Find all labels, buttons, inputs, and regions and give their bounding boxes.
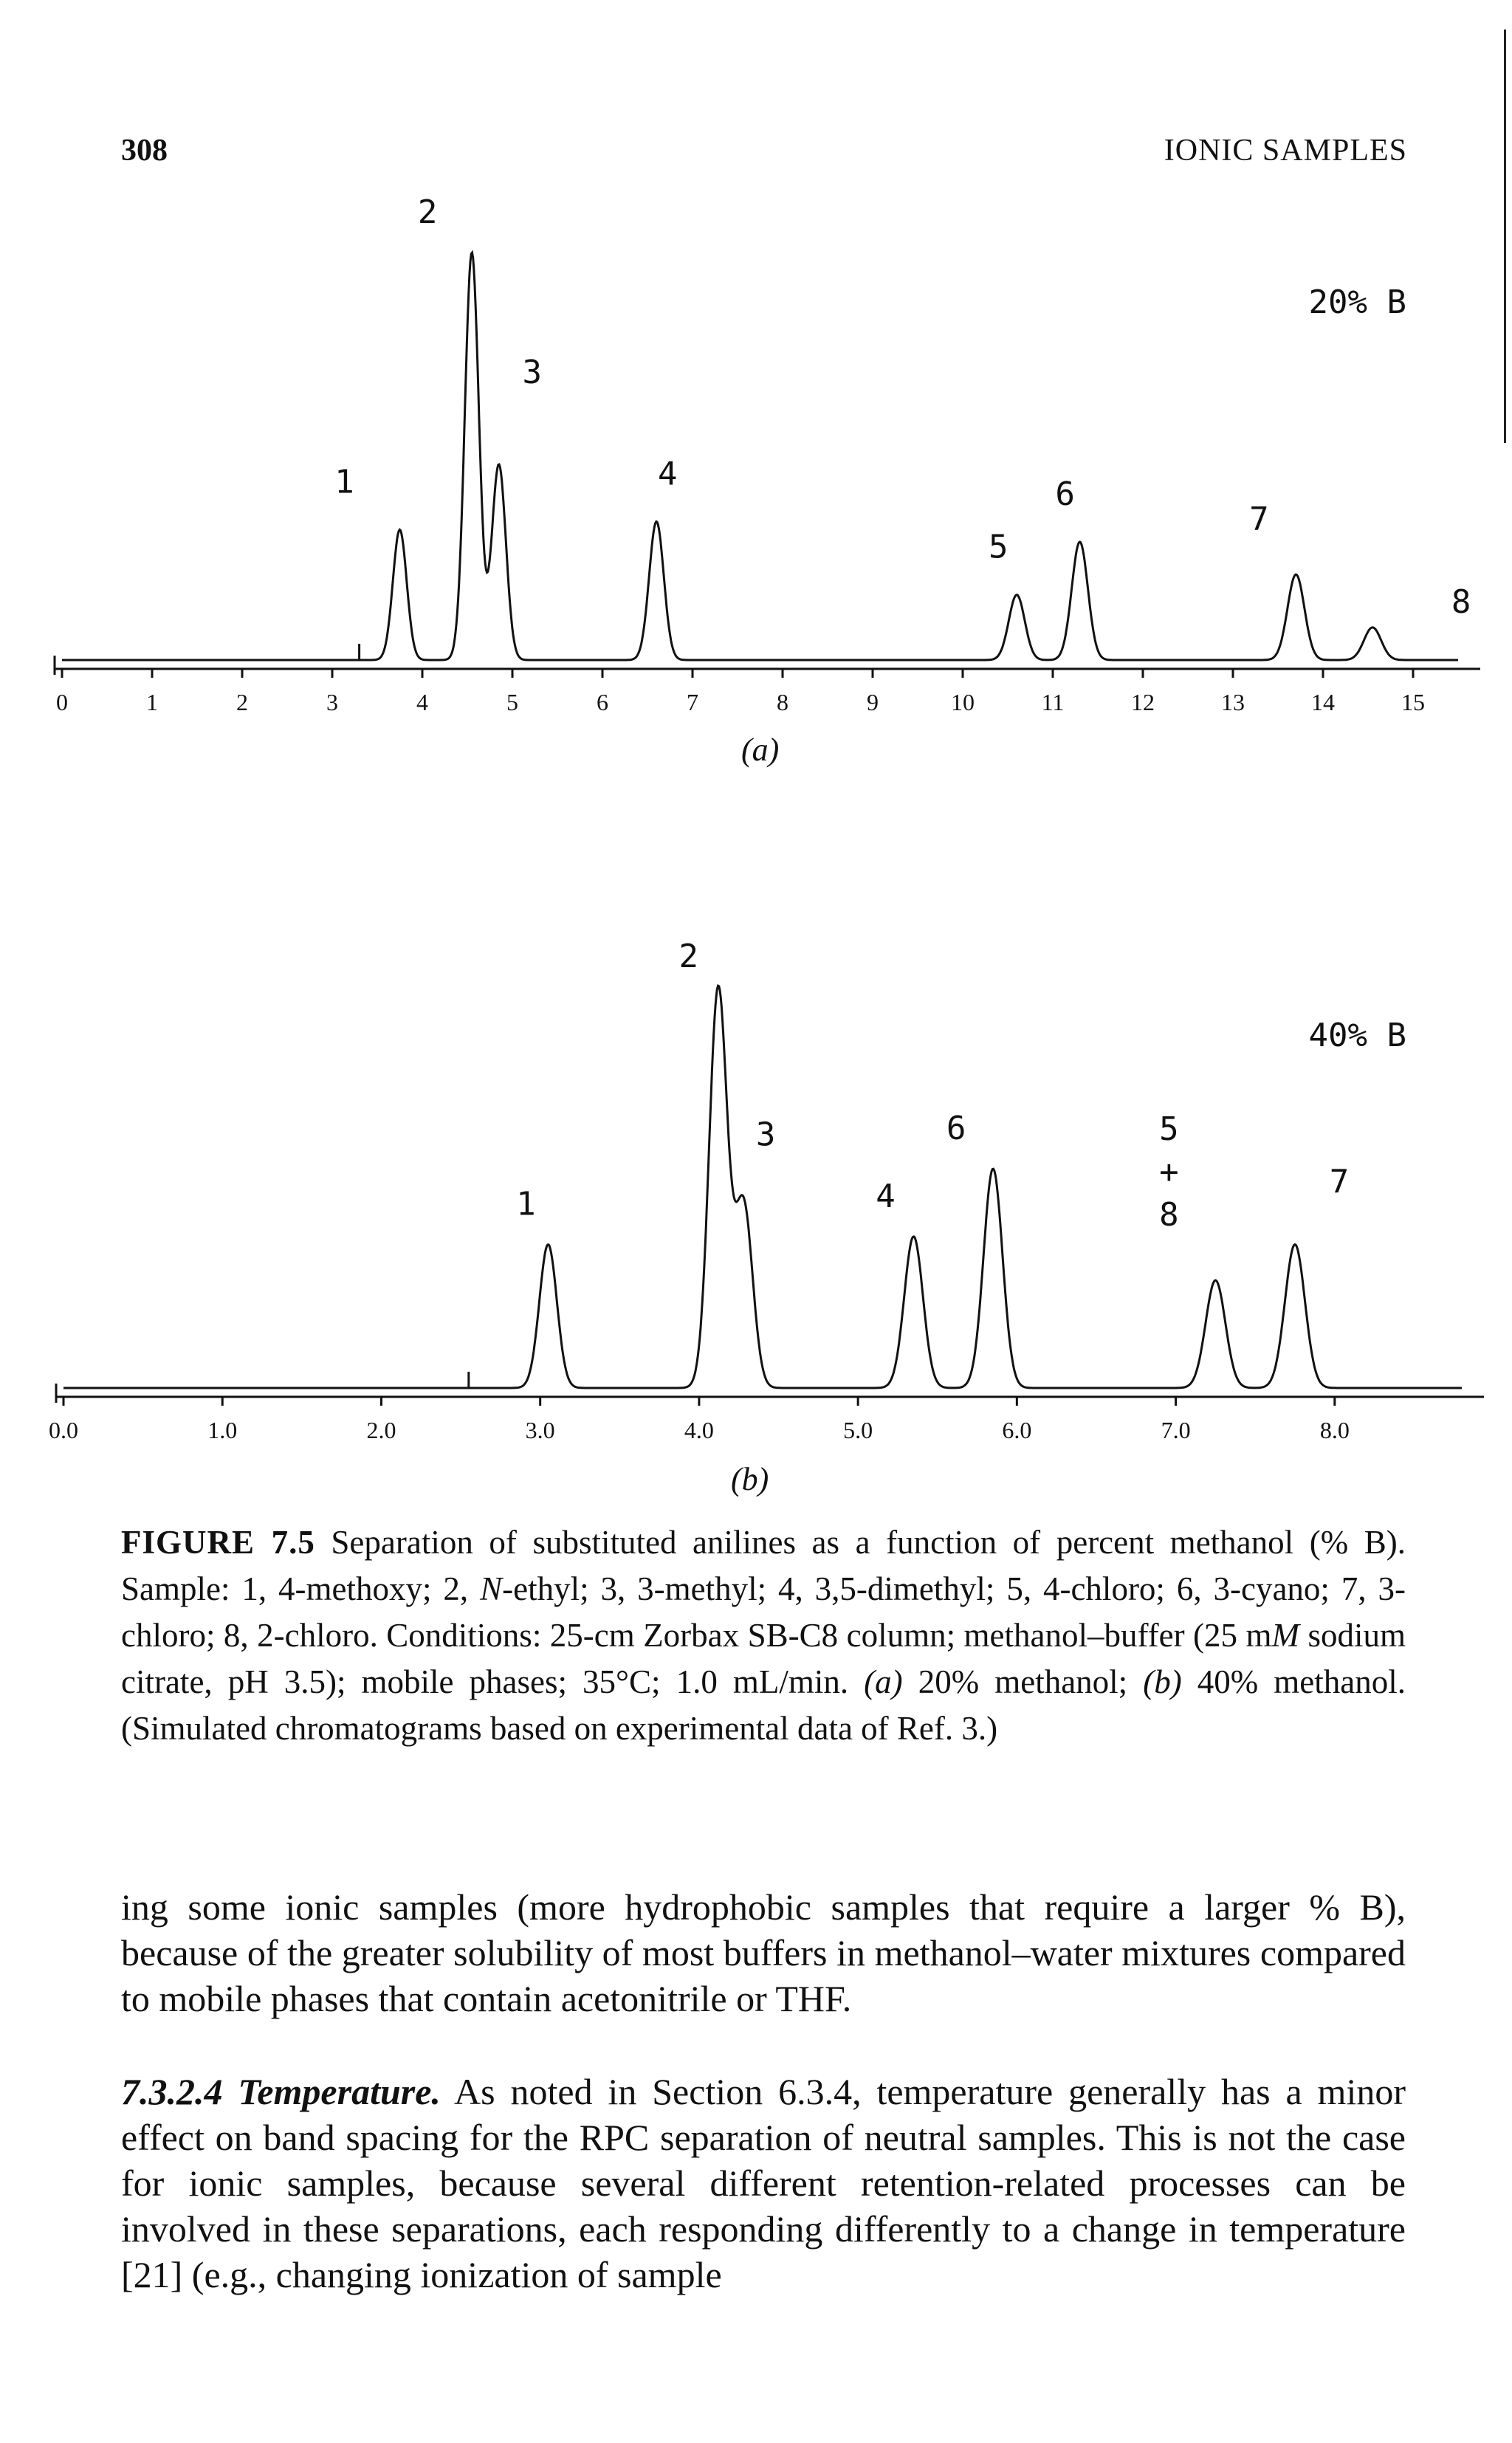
peak-label: 2	[417, 193, 438, 231]
caption-text-2: -ethyl; 3, 3-methyl; 4, 3,5-dimethyl; 5, 4-chloro; 6, 3-cyano; 7, 3-chloro; 8, 2-chloro. Conditions: 25-cm Zorbax SB-C8 column; methanol–buffer (25 m	[121, 1570, 1406, 1654]
x-tick-label: 5	[506, 689, 518, 715]
x-tick-label: 13	[1221, 689, 1245, 715]
x-tick-label: 4.0	[684, 1417, 714, 1443]
peak-label: 5	[988, 528, 1008, 566]
x-tick-label: 8	[777, 689, 788, 715]
x-tick-label: 1.0	[207, 1417, 238, 1443]
caption-text-4: 20% methanol;	[902, 1663, 1144, 1700]
peak-label: 4	[876, 1177, 896, 1215]
caption-text-5: 40% methanol. (Simulated chromatograms based on experimental data of Ref. 3.)	[121, 1663, 1406, 1747]
chromatogram-b	[0, 938, 1512, 1443]
peak-label: 6	[1055, 475, 1075, 513]
x-tick-label: 0.0	[49, 1417, 78, 1443]
peak-label: 6	[946, 1110, 966, 1147]
peak-label: 3	[522, 354, 542, 392]
caption-text-3: sodium citrate, pH 3.5); mobile phases; 35°C; 1.0 mL/min.	[121, 1617, 1406, 1700]
peak-label: 3	[755, 1116, 776, 1154]
peak-label: 1	[334, 463, 354, 501]
paragraph-2-text: As noted in Section 6.3.4, temperature generally has a minor effect on band spacing for the RPC separation of neutral samples. This is not the case for ionic samples, because several different retention-related processes can be involved in these separations, each responding differently to a change in temperature [21] (e.g., changing ionization of sample	[121, 2071, 1406, 2295]
x-tick-label: 3	[326, 689, 338, 715]
caption-italic-n: N	[480, 1570, 503, 1607]
x-tick-label: 2.0	[366, 1417, 396, 1443]
panel-label-b: (b)	[731, 1461, 769, 1497]
peak-label: 2	[678, 938, 698, 975]
figure-caption	[121, 1519, 1406, 1752]
panel-label-a: (a)	[741, 732, 780, 768]
x-tick-label: 7.0	[1161, 1417, 1191, 1443]
caption-italic-b: (b)	[1143, 1663, 1182, 1700]
peak-label: +	[1159, 1153, 1179, 1192]
peak-label: 5	[1159, 1110, 1179, 1149]
chromatogram-a-plot	[0, 193, 1512, 753]
body-paragraph-2	[121, 2069, 1406, 2298]
page-number: 308	[121, 134, 168, 168]
running-head: IONIC SAMPLES	[1164, 134, 1407, 168]
caption-italic-m: M	[1271, 1617, 1300, 1654]
x-tick-label: 5.0	[843, 1417, 873, 1443]
x-tick-label: 6	[597, 689, 608, 715]
peak-label: 4	[657, 455, 678, 493]
x-tick-label: 9	[867, 689, 879, 715]
caption-text-1: Separation of substituted anilines as a function of percent methanol (% B). Sample: 1, 4-methoxy; 2,	[121, 1524, 1406, 1607]
peak-label: 8	[1451, 583, 1471, 621]
x-tick-label: 12	[1131, 689, 1155, 715]
chromatogram-trace	[62, 252, 1458, 660]
x-tick-label: 2	[236, 689, 248, 715]
peak-label: 1	[516, 1185, 536, 1223]
x-tick-label: 8.0	[1319, 1417, 1350, 1443]
mobile-phase-annotation: 20% B	[1308, 284, 1406, 321]
chromatogram-b-plot	[0, 938, 1512, 1443]
figure-label: FIGURE 7.5	[121, 1524, 315, 1561]
peak-label: 8	[1159, 1196, 1179, 1234]
x-tick-label: 6.0	[1002, 1417, 1032, 1443]
x-tick-label: 3.0	[525, 1417, 555, 1443]
mobile-phase-annotation: 40% B	[1308, 1017, 1406, 1054]
x-tick-label: 10	[951, 689, 975, 715]
x-tick-label: 4	[416, 689, 428, 715]
x-tick-label: 11	[1041, 689, 1065, 715]
section-heading: 7.3.2.4 Temperature.	[121, 2071, 441, 2112]
chromatogram-trace	[63, 986, 1462, 1388]
body-paragraph-1: ing some ionic samples (more hydrophobic samples that require a larger % B), because of the greater solubility of most buffers in methanol–water mixtures compared to mobile phases that contain acetonitrile or THF.	[121, 1886, 1406, 2019]
x-tick-label: 1	[146, 689, 158, 715]
peak-label: 7	[1249, 501, 1269, 539]
peak-label: 7	[1329, 1163, 1350, 1201]
x-tick-label: 0	[56, 689, 68, 715]
x-tick-label: 7	[687, 689, 698, 715]
x-tick-label: 14	[1311, 689, 1335, 715]
chromatogram-a	[0, 193, 1512, 753]
x-tick-label: 15	[1401, 689, 1425, 715]
caption-italic-a: (a)	[864, 1663, 903, 1700]
